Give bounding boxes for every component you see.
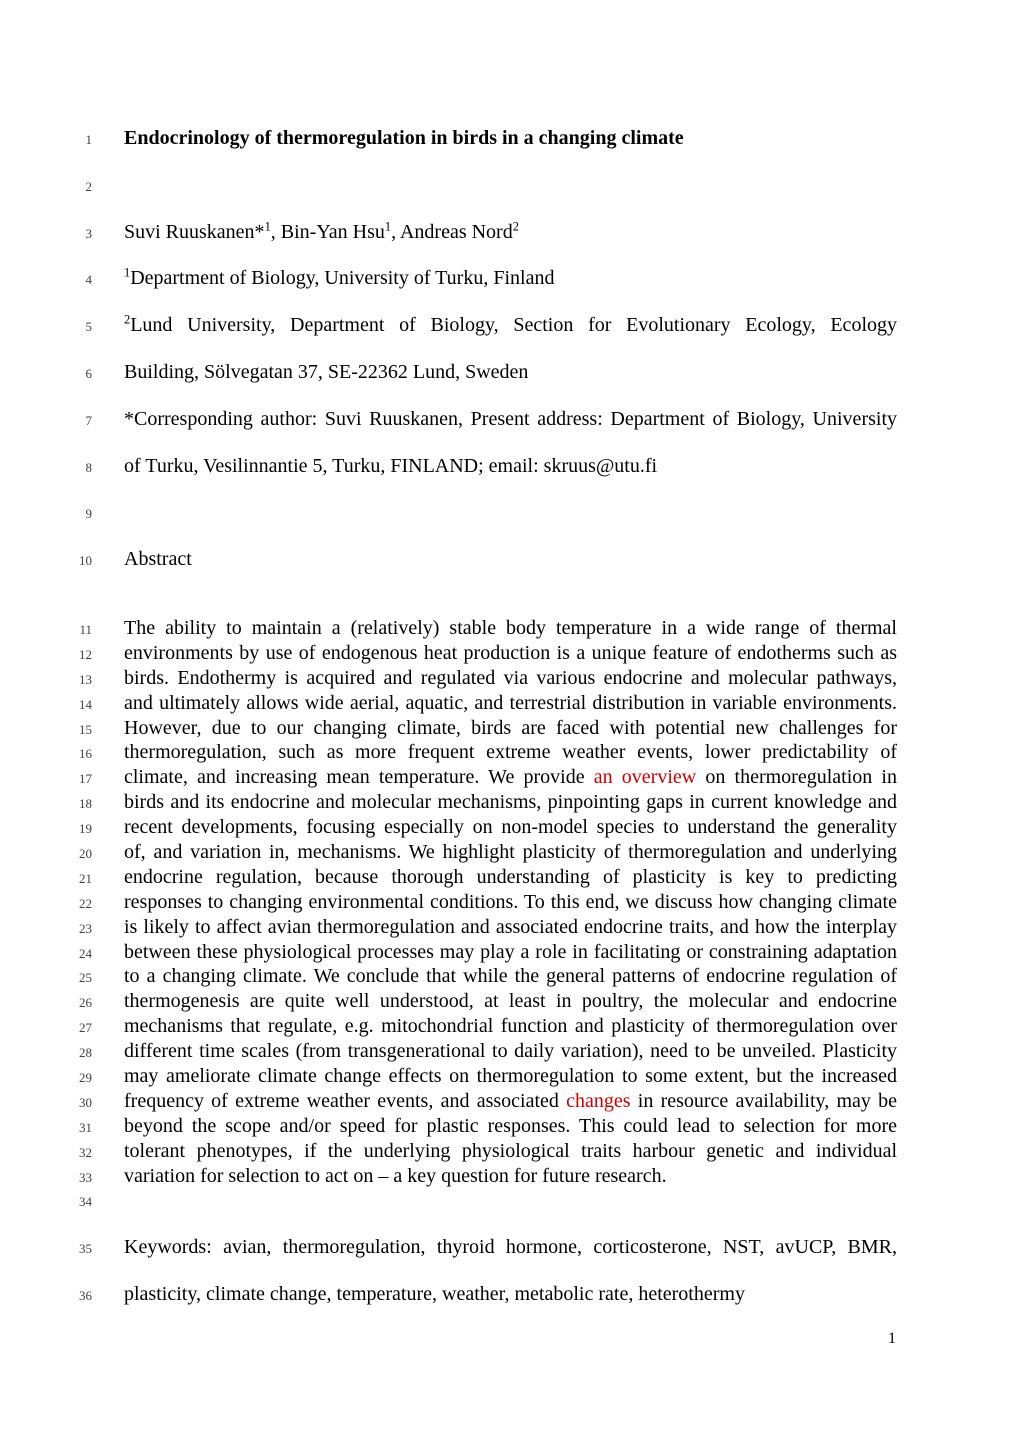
line-number: 10 [79, 553, 92, 569]
manuscript-line-20 [0, 840, 897, 865]
text-segment: is likely to affect avian thermoregulation and associated endocrine traits, and how the interplay [124, 915, 897, 938]
line-number: 24 [79, 945, 92, 961]
line-text [124, 989, 897, 1014]
line-text [124, 1114, 897, 1139]
line-number: 16 [79, 746, 92, 762]
line-text [124, 716, 897, 741]
text-segment: between these physiological processes may play a role in facilitating or constraining adaptation [124, 940, 897, 963]
superscript-text: 1 [124, 265, 131, 280]
manuscript-line-23 [0, 915, 897, 940]
line-text [124, 1282, 897, 1307]
line-text [124, 865, 897, 890]
manuscript-line-34 [0, 1188, 897, 1235]
text-segment: of Turku, Vesilinnantie 5, Turku, FINLAND; email: skruus@utu.fi [124, 454, 658, 477]
line-number: 32 [79, 1144, 92, 1160]
manuscript-line-4 [0, 266, 897, 313]
text-segment: on thermoregulation in [696, 766, 897, 789]
text-segment: Abstract [124, 548, 192, 571]
line-text [124, 360, 897, 385]
line-text [124, 1139, 897, 1164]
text-segment: Endocrinology of thermoregulation in birds in a changing climate [124, 127, 684, 149]
text-segment: plasticity, climate change, temperature, weather, metabolic rate, heterothermy [124, 1283, 745, 1306]
line-text [124, 840, 897, 865]
line-text [124, 815, 897, 840]
line-number: 5 [85, 319, 92, 335]
line-number: 35 [79, 1241, 92, 1257]
text-segment: Building, Sölvegatan 37, SE-22362 Lund, Sweden [124, 360, 529, 383]
manuscript-line-8 [0, 454, 897, 501]
manuscript-line-9 [0, 500, 897, 547]
manuscript-line-31 [0, 1114, 897, 1139]
manuscript-line-6 [0, 360, 897, 407]
text-segment: responses to changing environmental conditions. To this end, we discuss how changing climate [124, 890, 897, 913]
line-text [124, 1039, 897, 1064]
line-number: 21 [79, 870, 92, 886]
line-number: 23 [79, 920, 92, 936]
line-text [124, 1064, 897, 1089]
manuscript-line-2 [0, 173, 897, 220]
line-number: 3 [85, 225, 92, 241]
line-number: 18 [79, 796, 92, 812]
manuscript-line-32 [0, 1139, 897, 1164]
line-number: 33 [79, 1169, 92, 1185]
text-segment: beyond the scope and/or speed for plastic responses. This could lead to selection for more [124, 1114, 897, 1137]
text-segment: thermoregulation, such as more frequent extreme weather events, lower predictability of [124, 741, 897, 764]
line-text [124, 940, 897, 965]
line-text [124, 266, 897, 291]
line-number: 12 [79, 646, 92, 662]
revision-red-text: changes [566, 1089, 631, 1112]
manuscript-line-13 [0, 666, 897, 691]
text-segment: environments by use of endogenous heat production is a unique feature of endotherms such as [124, 641, 897, 664]
line-number: 2 [85, 178, 92, 194]
revision-red-text: an overview [593, 766, 697, 789]
line-text [124, 1188, 897, 1213]
text-segment: *Corresponding author: Suvi Ruuskanen, Present address: Department of Biology, University [124, 407, 897, 430]
superscript-text: 2 [512, 218, 519, 233]
manuscript-line-30 [0, 1089, 897, 1114]
manuscript-line-5 [0, 313, 897, 360]
text-segment: Lund University, Department of Biology, Section for Evolutionary Ecology, Ecology [130, 314, 897, 337]
line-number: 11 [79, 621, 92, 637]
text-segment: thermogenesis are quite well understood, at least in poultry, the molecular and endocrine [124, 990, 897, 1013]
superscript-text: 2 [124, 312, 131, 327]
manuscript-line-1 [0, 126, 897, 173]
text-segment: variation for selection to act on – a key question for future research. [124, 1164, 667, 1187]
manuscript-line-24 [0, 940, 897, 965]
manuscript-line-12 [0, 641, 897, 666]
manuscript-line-11 [0, 616, 897, 641]
text-segment: of, and variation in, mechanisms. We highlight plasticity of thermoregulation and underlying [124, 840, 897, 863]
line-text [124, 616, 897, 641]
line-text [124, 790, 897, 815]
manuscript-line-3 [0, 220, 897, 267]
line-number: 13 [79, 671, 92, 687]
text-segment: recent developments, focusing especially on non-model species to understand the generality [124, 816, 897, 839]
manuscript-line-15 [0, 716, 897, 741]
section-header [0, 126, 897, 594]
manuscript-line-36 [0, 1282, 897, 1329]
line-number: 20 [79, 845, 92, 861]
line-text [124, 454, 897, 479]
line-number: 14 [79, 696, 92, 712]
line-text [124, 890, 897, 915]
line-number: 34 [79, 1194, 92, 1210]
line-text [124, 691, 897, 716]
line-number: 28 [79, 1045, 92, 1061]
line-number: 4 [85, 272, 92, 288]
line-text [124, 407, 897, 432]
manuscript-line-35 [0, 1235, 897, 1282]
superscript-text: 1 [264, 218, 271, 233]
line-text [124, 313, 897, 338]
line-text [124, 220, 897, 245]
line-number: 27 [79, 1020, 92, 1036]
line-text [124, 666, 897, 691]
line-text [124, 547, 897, 572]
manuscript-line-19 [0, 815, 897, 840]
manuscript-line-27 [0, 1014, 897, 1039]
manuscript-line-16 [0, 740, 897, 765]
line-text [124, 1089, 897, 1114]
text-segment: The ability to maintain a (relatively) stable body temperature in a wide range of thermal [124, 616, 897, 639]
page-number: 1 [888, 1330, 896, 1347]
line-number: 6 [85, 365, 92, 381]
text-segment: in resource availability, may be [630, 1089, 897, 1112]
text-segment: birds and its endocrine and molecular mechanisms, pinpointing gaps in current knowledge and [124, 791, 897, 814]
text-segment: Suvi Ruuskanen* [124, 220, 265, 243]
text-segment: and ultimately allows wide aerial, aquatic, and terrestrial distribution in variable environments. [124, 691, 897, 714]
line-number: 25 [79, 970, 92, 986]
text-segment: to a changing climate. We conclude that while the general patterns of endocrine regulation of [124, 965, 897, 988]
line-number: 22 [79, 895, 92, 911]
text-segment: , Bin-Yan Hsu [270, 220, 385, 243]
text-segment: climate, and increasing mean temperature. We provide [124, 766, 594, 789]
text-segment: Keywords: avian, thermoregulation, thyroid hormone, corticosterone, NST, avUCP, BMR, [124, 1236, 897, 1259]
superscript-text: 1 [384, 218, 392, 233]
line-number: 8 [85, 459, 92, 475]
line-number: 36 [79, 1288, 92, 1304]
line-text [124, 740, 897, 765]
line-number: 17 [79, 771, 92, 787]
manuscript-line-33 [0, 1164, 897, 1189]
text-segment: different time scales (from transgenerational to daily variation), need to be unveiled. Plasticity [124, 1040, 897, 1063]
manuscript-body [0, 126, 897, 1329]
line-text [124, 765, 897, 790]
text-segment: , Andreas Nord [391, 220, 513, 243]
section-abstract [0, 616, 897, 1188]
manuscript-line-25 [0, 964, 897, 989]
line-text [124, 500, 897, 525]
line-number: 26 [79, 995, 92, 1011]
text-segment: tolerant phenotypes, if the underlying physiological traits harbour genetic and individual [124, 1139, 897, 1162]
line-text [124, 126, 897, 151]
line-number: 29 [79, 1070, 92, 1085]
text-segment: Department of Biology, University of Turku, Finland [130, 267, 555, 290]
text-segment: endocrine regulation, because thorough understanding of plasticity is key to predicting [124, 865, 897, 888]
manuscript-line-28 [0, 1039, 897, 1064]
line-text [124, 641, 897, 666]
manuscript-line-26 [0, 989, 897, 1014]
line-number: 31 [79, 1119, 92, 1135]
text-segment: birds. Endothermy is acquired and regulated via various endocrine and molecular pathways, [124, 666, 897, 689]
text-segment: However, due to our changing climate, birds are faced with potential new challenges for [124, 716, 897, 739]
line-number: 7 [85, 412, 92, 428]
line-number: 30 [79, 1094, 92, 1110]
line-number: 19 [79, 821, 92, 837]
text-segment: mechanisms that regulate, e.g. mitochondrial function and plasticity of thermoregulation over [124, 1015, 897, 1038]
line-text [124, 173, 897, 198]
manuscript-line-10 [0, 547, 897, 594]
manuscript-line-21 [0, 865, 897, 890]
manuscript-line-29 [0, 1064, 897, 1089]
manuscript-line-7 [0, 407, 897, 454]
text-segment: may ameliorate climate change effects on thermoregulation to some extent, but the increased [124, 1065, 897, 1087]
line-text [124, 1235, 897, 1260]
line-number: 9 [85, 506, 92, 522]
text-segment: frequency of extreme weather events, and associated [124, 1089, 567, 1112]
manuscript-line-18 [0, 790, 897, 815]
line-text [124, 915, 897, 940]
line-text [124, 964, 897, 989]
line-text [124, 1014, 897, 1039]
section-keywords [0, 1188, 897, 1328]
manuscript-line-14 [0, 691, 897, 716]
manuscript-line-22 [0, 890, 897, 915]
manuscript-line-17 [0, 765, 897, 790]
line-number: 15 [79, 721, 92, 737]
line-text [124, 1164, 897, 1189]
line-number: 1 [85, 132, 92, 147]
